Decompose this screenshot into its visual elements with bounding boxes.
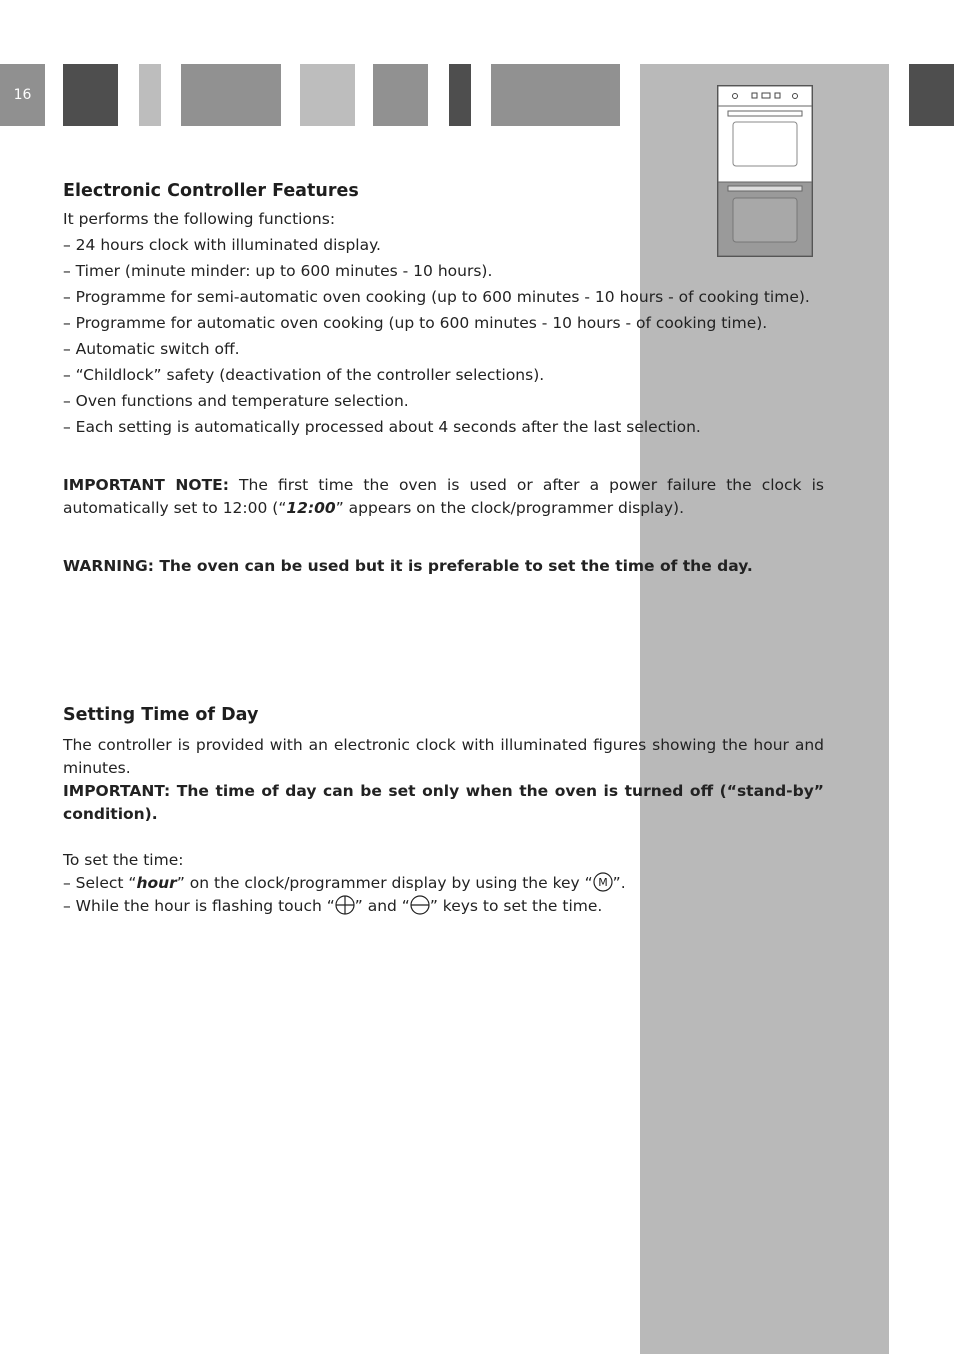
step2-text-b: ” and “: [354, 897, 410, 915]
header-block-7: [491, 64, 620, 126]
step2-text-a: – While the hour is flashing touch “: [63, 897, 335, 915]
important-note-time: 12:00: [286, 499, 336, 517]
step1-text-a: – Select “: [63, 874, 137, 892]
step1-text-b: ” on the clock/programmer display by using the key “: [176, 874, 593, 892]
feature-item: – Programme for automatic oven cooking (up to 600 minutes - 10 hours - of cooking time).: [63, 314, 768, 332]
important-note-text-2: ” appears on the clock/programmer display).: [335, 499, 684, 517]
header-block-2: [139, 64, 161, 126]
feature-item: – Timer (minute minder: up to 600 minutes - 10 hours).: [63, 262, 493, 280]
feature-item: – Each setting is automatically processed about 4 seconds after the last selection.: [63, 418, 701, 436]
page-number: 16: [0, 64, 45, 126]
step1-text-c: ”.: [612, 874, 626, 892]
important-standby: IMPORTANT: The time of day can be set only when the oven is turned off (“stand-by” condition).: [63, 782, 824, 823]
feature-item: – Automatic switch off.: [63, 340, 240, 358]
header-block-1: [63, 64, 118, 126]
minus-key-icon: [410, 895, 430, 915]
m-key-icon: [593, 872, 613, 892]
plus-key-icon: [335, 895, 355, 915]
main-content: [63, 180, 824, 918]
header-block-6: [449, 64, 471, 126]
important-note-label: IMPORTANT NOTE:: [63, 476, 229, 494]
step-select-hour: [63, 872, 824, 895]
step2-text-c: ” keys to set the time.: [429, 897, 603, 915]
feature-item: – “Childlock” safety (deactivation of the controller selections).: [63, 366, 545, 384]
important-note: [63, 474, 824, 520]
important-note-text-1: The first time the oven is used or after a power failure the clock is automatically set to 12:00 (“: [63, 476, 824, 517]
header-block-4: [300, 64, 355, 126]
m-key-label: M: [597, 876, 608, 889]
clock-intro: The controller is provided with an electronic clock with illuminated figures showing the hour and minutes.: [63, 736, 824, 777]
header-block-5: [373, 64, 428, 126]
feature-item: – Oven functions and temperature selection.: [63, 392, 409, 410]
section-title-setting-time: Setting Time of Day: [63, 705, 259, 725]
header-block-3: [181, 64, 281, 126]
step1-hour-word: hour: [136, 874, 177, 892]
intro-text: It performs the following functions:: [63, 210, 336, 228]
step-set-time: [63, 895, 824, 918]
to-set-label: To set the time:: [63, 851, 184, 869]
warning-text: WARNING: The oven can be used but it is preferable to set the time of the day.: [63, 557, 753, 575]
header-block-8: [909, 64, 954, 126]
section-title-controller-features: Electronic Controller Features: [63, 181, 359, 201]
feature-item: – Programme for semi-automatic oven cooking (up to 600 minutes - 10 hours - of cooking time).: [63, 288, 810, 306]
feature-item: – 24 hours clock with illuminated display.: [63, 236, 381, 254]
